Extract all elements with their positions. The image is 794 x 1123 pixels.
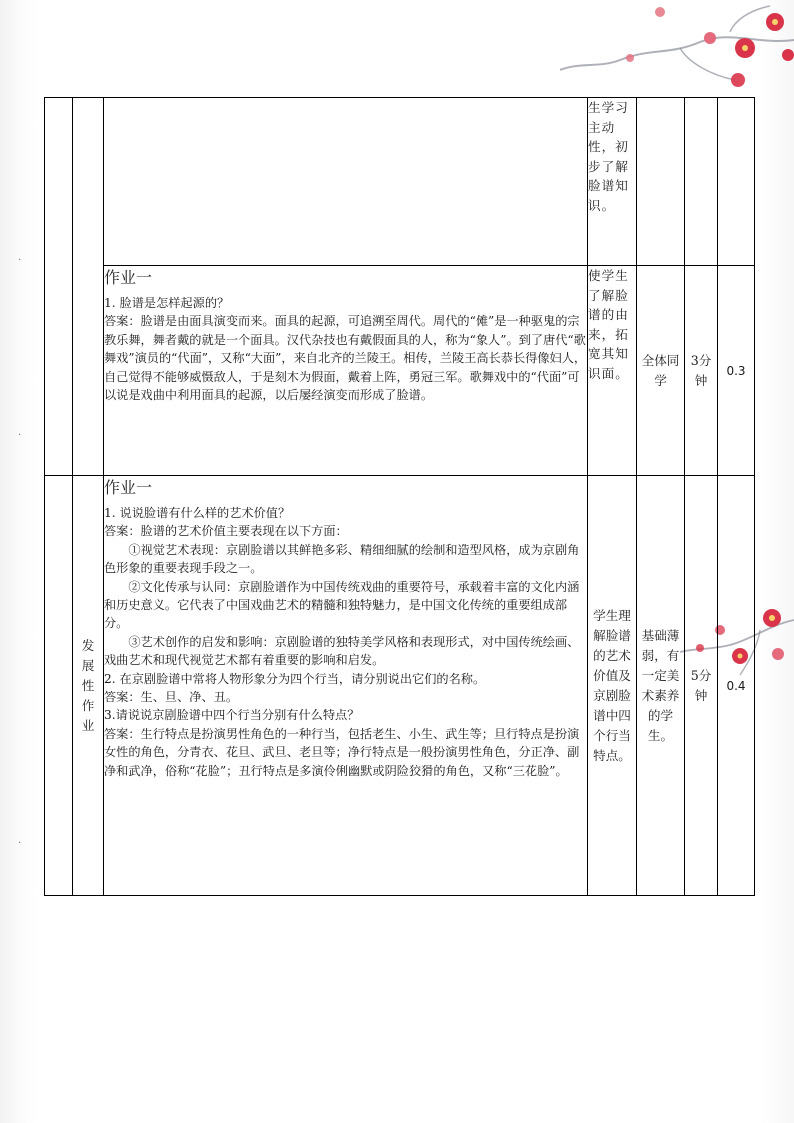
time-cell [685, 476, 718, 896]
answer-line: 答案：生行特点是扮演男性角色的一种行当，包括老生、小生、武生等；旦行特点是扮演女性的角色，分青衣、花旦、武旦、老旦等；净行特点是一般扮演男性角色，分正净、副净和武净，俗称“花脸”；丑行特点是多演伶俐幽默或阴险狡猾的角色，又称“三花脸”。 [104, 726, 580, 778]
objective-text: 学生理解脸谱的艺术价值及京剧脸谱中四个行当特点。 [593, 607, 631, 763]
objective-cell [588, 266, 637, 476]
objective-cell [588, 476, 637, 896]
content-cell [104, 98, 588, 266]
time-cell [685, 98, 718, 266]
table-row [45, 266, 755, 476]
score-cell [718, 266, 755, 476]
question-line: 3.请说说京剧脸谱中四个行当分别有什么特点？ [104, 708, 360, 723]
time-text: 3分钟 [690, 352, 712, 388]
answer-line: ②文化传承与认同：京剧脸谱作为中国传统戏曲的重要符号，承载着丰富的文化内涵和历史意义。它代表了中国戏曲艺术的精髓和独特魅力，是中国文化传统的重要组成部分。 [104, 579, 580, 631]
time-text: 5分钟 [690, 667, 712, 703]
score-cell [718, 476, 755, 896]
score-text: 0.4 [726, 678, 746, 693]
score-text: 0.3 [726, 363, 746, 378]
question-line: 1. 脸谱是怎样起源的？ [104, 296, 230, 310]
category-text: 发展性作业 [81, 637, 95, 733]
time-cell [685, 266, 718, 476]
outer-category-cell [45, 476, 73, 896]
homework-title: 作业一 [104, 478, 153, 497]
answer-line: 答案：生、旦、净、丑。 [104, 690, 239, 705]
answer-line: ③艺术创作的启发和影响：京剧脸谱的独特美学风格和表现形式，对中国传统绘画、戏曲艺术和现代视觉艺术都有着重要的影响和启发。 [104, 634, 580, 668]
answer-line: 答案：脸谱是由面具演变而来。面具的起源，可追溯至周代。周代的“傩”是一种驱鬼的宗教乐舞，舞者戴的就是一个面具。汉代杂技也有戴假面具的人，称为“象人”。到了唐代“歌舞戏”演员的“代面”，又称“大面”，来自北齐的兰陵王。相传，兰陵王高长恭长得像妇人，自己觉得不能够威慑敌人，于是刻木为假面，戴着上阵，勇冠三军。歌舞戏中的“代面”可以说是戏曲中利用面具的起源，以后屡经演变而形成了脸谱。 [104, 314, 587, 403]
target-cell [637, 476, 685, 896]
target-text: 全体同学 [641, 352, 680, 388]
target-cell [637, 266, 685, 476]
question-line: 2. 在京剧脸谱中常将人物形象分为四个行当，请分别说出它们的名称。 [104, 671, 486, 686]
margin-mark: · [18, 255, 22, 266]
content-cell [104, 266, 588, 476]
objective-text: 生学习主动性，初步了解脸谱知识。 [588, 100, 629, 213]
homework-table [44, 97, 755, 896]
category-cell [73, 98, 104, 476]
answer-line: 答案：脸谱的艺术价值主要表现在以下方面： [104, 524, 348, 539]
plum-blossom-top-decoration [560, 0, 794, 110]
outer-category-cell [45, 98, 73, 476]
objective-cell [588, 98, 637, 266]
margin-mark: · [18, 430, 22, 441]
table-row [45, 98, 755, 266]
question-line: 1. 说说脸谱有什么样的艺术价值？ [104, 506, 291, 520]
target-text: 基础薄弱，有一定美术素养的学生。 [641, 627, 680, 743]
category-cell [73, 476, 104, 896]
margin-mark: · [18, 838, 22, 849]
homework-title: 作业一 [104, 268, 153, 287]
objective-text: 使学生了解脸谱的由来，拓宽其知识面。 [588, 268, 629, 381]
target-cell [637, 98, 685, 266]
answer-line: ①视觉艺术表现：京剧脸谱以其鲜艳多彩、精细细腻的绘制和造型风格，成为京剧角色形象的重要表现手段之一。 [104, 542, 580, 576]
score-cell [718, 98, 755, 266]
table-row [45, 476, 755, 896]
content-cell [104, 476, 588, 896]
